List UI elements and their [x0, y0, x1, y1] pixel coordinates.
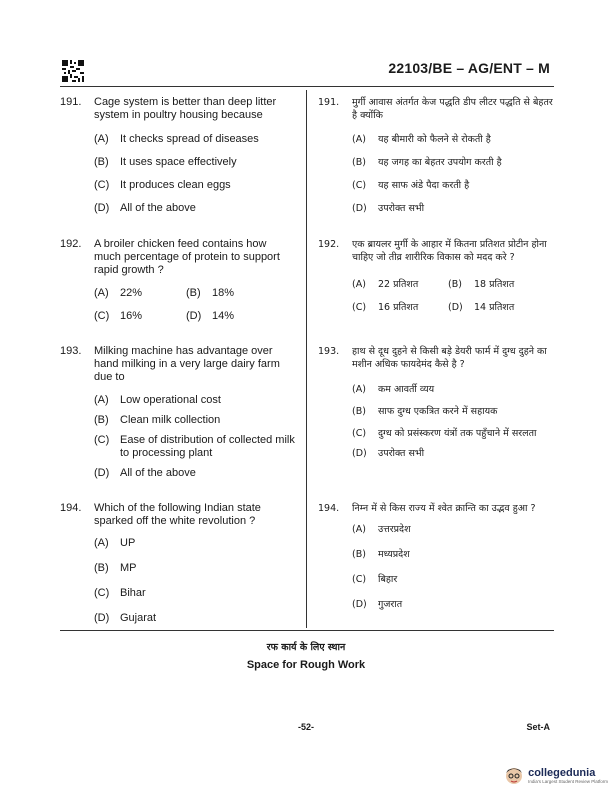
- question-number: 193.: [60, 345, 82, 357]
- question-number: 193.: [318, 346, 340, 357]
- option-key: (C): [94, 310, 110, 322]
- option-key: (D): [94, 467, 110, 479]
- option-text: Ease of distribution of collected milk to processing plant: [120, 434, 295, 459]
- option-text: उपरोक्त सभी: [378, 203, 425, 214]
- option-text: यह जगह का बेहतर उपयोग करती है: [378, 157, 502, 168]
- question-text: Cage system is better than deep litter system in poultry housing because: [94, 96, 277, 121]
- option-text: It checks spread of diseases: [120, 133, 259, 145]
- question-number: 191.: [318, 97, 340, 108]
- option-key: (A): [94, 537, 109, 549]
- option-text: UP: [120, 537, 136, 549]
- question-number: 192.: [60, 238, 82, 250]
- option-text: Gujarat: [120, 612, 157, 624]
- option-key: (C): [352, 302, 367, 313]
- question-text: मुर्गी आवास अंतर्गत केज पद्धति डीप लीटर पद्धति से बेहतर है क्योंकि: [352, 97, 553, 121]
- option-key: (A): [352, 524, 366, 535]
- set-label: Set-A: [526, 722, 550, 732]
- option-text: उत्तरप्रदेश: [378, 524, 411, 535]
- option-text: All of the above: [120, 467, 196, 479]
- question-text: Which of the following Indian state sparked off the white revolution ?: [94, 502, 261, 527]
- option-key: (B): [352, 406, 366, 417]
- option-text: 18%: [212, 287, 235, 299]
- brand-tagline: India's Largest Student Review Platform: [528, 778, 608, 784]
- option-text: It uses space effectively: [120, 156, 237, 168]
- option-key: (A): [94, 133, 109, 145]
- question-text: निम्न में से किस राज्य में श्वेत क्रान्ति का उद्भव हुआ ?: [352, 503, 536, 514]
- option-text: उपरोक्त सभी: [378, 448, 425, 459]
- option-key: (D): [352, 599, 367, 610]
- qr-code: [62, 60, 84, 82]
- option-text: कम आवर्ती व्यय: [378, 384, 435, 395]
- option-text: Bihar: [120, 587, 146, 599]
- option-text: Low operational cost: [120, 394, 221, 406]
- question-191-hi: [318, 96, 554, 215]
- option-text: यह साफ अंडे पैदा करती है: [378, 180, 470, 191]
- rough-work-label-hindi: रफ कार्य के लिए स्थान: [266, 642, 346, 653]
- footer-divider: [60, 630, 554, 631]
- option-text: गुजरात: [378, 599, 403, 610]
- option-key: (C): [352, 428, 367, 439]
- option-text: Clean milk collection: [120, 414, 221, 426]
- paper-code: 22103/BE – AG/ENT – M: [388, 60, 550, 76]
- rough-work-label: Space for Rough Work: [246, 659, 366, 671]
- option-text: 22%: [120, 287, 143, 299]
- option-key: (D): [352, 203, 367, 214]
- option-text: बिहार: [378, 574, 398, 585]
- option-key: (C): [352, 574, 367, 585]
- option-key: (D): [94, 612, 110, 624]
- question-number: 194.: [318, 503, 340, 514]
- question-194-hi: [318, 502, 554, 611]
- option-key: (D): [186, 310, 202, 322]
- option-text: 16 प्रतिशत: [378, 302, 419, 313]
- option-key: (C): [94, 587, 110, 599]
- option-text: It produces clean eggs: [120, 179, 231, 191]
- option-key: (B): [94, 562, 109, 574]
- option-key: (B): [352, 549, 366, 560]
- page-number: -52-: [297, 722, 314, 732]
- option-key: (D): [448, 302, 463, 313]
- option-text: 14%: [212, 310, 235, 322]
- option-key: (D): [352, 448, 367, 459]
- question-number: 194.: [60, 502, 82, 514]
- collegedunia-logo-icon: [503, 764, 525, 786]
- question-192-en: [60, 238, 296, 323]
- question-194-en: [60, 502, 296, 625]
- question-text: एक ब्रायलर मुर्गी के आहार में कितना प्रतिशत प्रोटीन होना चाहिए जो तीव्र शारीरिक विकास को मदद करे ?: [352, 239, 547, 263]
- option-text: यह बीमारी को फैलने से रोकती है: [378, 134, 491, 145]
- option-key: (A): [352, 134, 366, 145]
- question-text: हाथ से दूध दुहने से किसी बड़े डेयरी फार्म में दुग्ध दुहने का मशीन अधिक फायदेमंद कैसे है ?: [352, 346, 547, 370]
- brand-name: collegedunia: [528, 766, 596, 779]
- question-193-en: [60, 345, 296, 480]
- option-key: (B): [352, 157, 366, 168]
- option-key: (A): [352, 384, 366, 395]
- column-divider: [306, 90, 307, 628]
- option-key: (C): [352, 180, 367, 191]
- option-text: MP: [120, 562, 137, 574]
- option-text: साफ दुग्ध एकत्रित करने में सहायक: [378, 406, 498, 417]
- option-key: (B): [448, 279, 462, 290]
- option-text: 16%: [120, 310, 143, 322]
- option-text: All of the above: [120, 202, 196, 214]
- option-key: (C): [94, 434, 110, 446]
- question-192-hi: [318, 238, 554, 314]
- option-key: (B): [94, 156, 109, 168]
- option-text: दुग्ध को प्रसंस्करण यंत्रों तक पहुँचाने में सरलता: [378, 428, 537, 439]
- option-text: 14 प्रतिशत: [474, 302, 515, 313]
- collegedunia-watermark: [503, 764, 608, 786]
- option-key: (C): [94, 179, 110, 191]
- question-191-en: [60, 96, 296, 215]
- option-text: मध्यप्रदेश: [378, 549, 410, 560]
- header-divider: [60, 86, 554, 87]
- option-key: (B): [186, 287, 201, 299]
- question-text: A broiler chicken feed contains how much percentage of protein to support rapid growth ?: [94, 238, 280, 276]
- question-193-hi: [318, 345, 554, 460]
- question-text: Milking machine has advantage over hand milking in a very large dairy farm due to: [94, 345, 280, 383]
- option-key: (A): [94, 287, 109, 299]
- option-text: 18 प्रतिशत: [474, 279, 515, 290]
- option-key: (B): [94, 414, 109, 426]
- question-number: 191.: [60, 96, 82, 108]
- option-text: 22 प्रतिशत: [378, 279, 419, 290]
- option-key: (A): [94, 394, 109, 406]
- option-key: (D): [94, 202, 110, 214]
- question-number: 192.: [318, 239, 340, 250]
- option-key: (A): [352, 279, 366, 290]
